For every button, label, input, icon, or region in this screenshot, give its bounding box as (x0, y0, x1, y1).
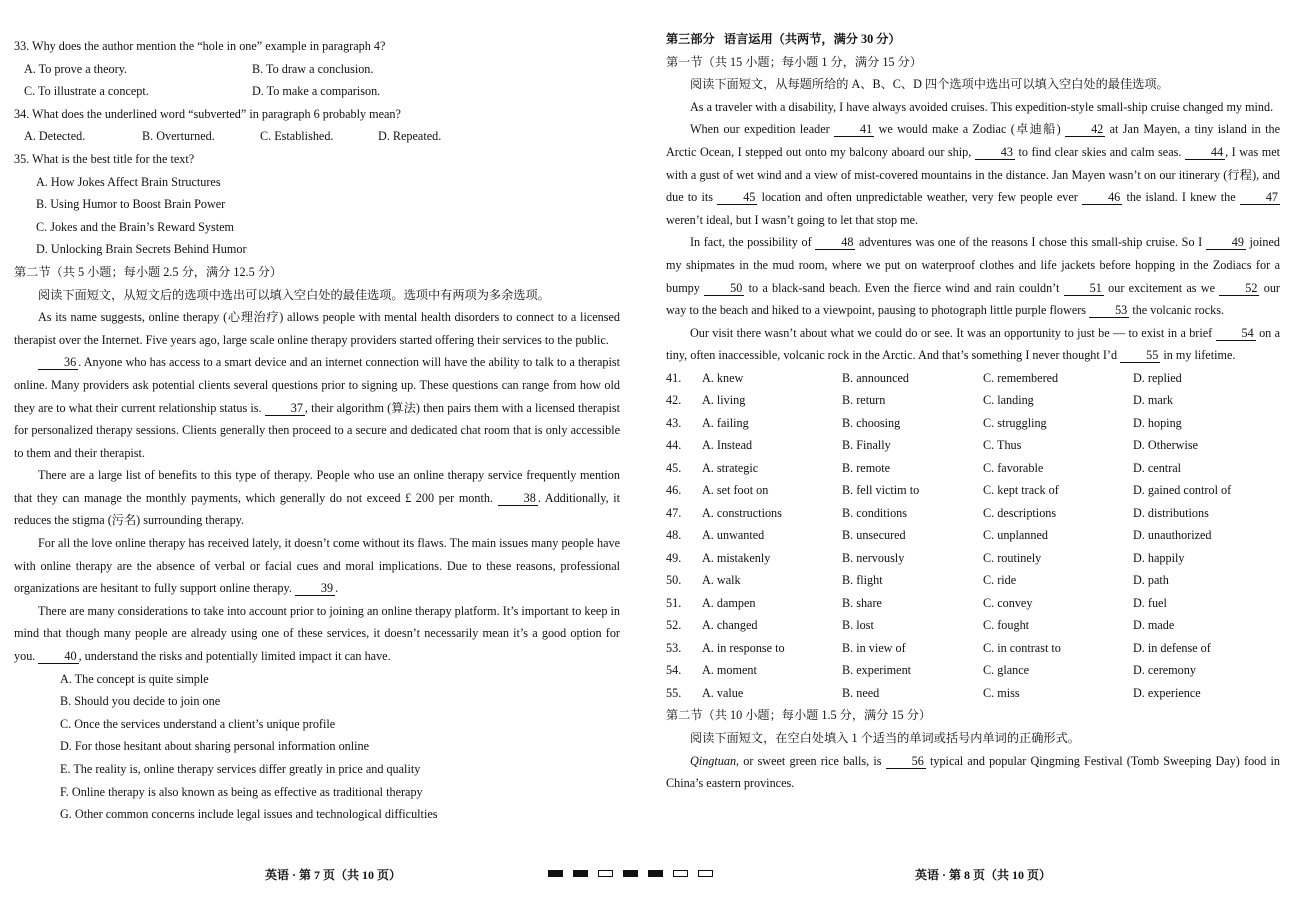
blank-43: 43 (975, 145, 1015, 160)
option-item: A. The concept is quite simple (60, 671, 209, 686)
blank-45: 45 (717, 190, 757, 205)
option-d: D. hoping (1133, 415, 1182, 430)
q33-option-b: B. To draw a conclusion. (252, 61, 374, 76)
right-page (666, 0, 1280, 870)
option-a: A. set foot on (702, 483, 769, 498)
left-page-footer: 英语 · 第 7 页（共 10 页） (265, 868, 402, 882)
passage-text: , I was met with a gust of wet wind and a view of mist-covered mountains in the distance. Jan Mayen wasn’t on our itinerary (行程), and due to its (666, 144, 1280, 205)
option-a: A. in response to (702, 640, 785, 655)
option-d: D. unauthorized (1133, 528, 1212, 543)
filled-mark-icon (573, 870, 588, 877)
option-c: C. miss (983, 685, 1020, 700)
blank-51: 51 (1064, 281, 1104, 296)
question-number: 48. (666, 528, 682, 543)
option-b: B. experiment (842, 663, 912, 678)
part3-subtitle: 语言运用（共两节，满分 30 分） (723, 32, 901, 46)
cloze-option-row (666, 367, 1280, 390)
option-b: B. in view of (842, 640, 906, 655)
q34-option-b: B. Overturned. (142, 129, 215, 144)
passage-text: we would make a Zodiac (卓迪船) (874, 122, 1066, 137)
option-b: B. lost (842, 618, 874, 633)
empty-mark-icon (698, 870, 713, 877)
passage-paragraph-1: As its name suggests, online therapy (心理治疗) allows people with mental health disorders to connect to a licensed therapist over the Internet. Five years ago, large scale online therapy providers started offering their services to the public. (14, 310, 620, 347)
option-b: B. announced (842, 370, 910, 385)
q34-option-d: D. Repeated. (378, 129, 442, 144)
option-b: B. unsecured (842, 528, 906, 543)
option-d: D. experience (1133, 685, 1201, 700)
cloze-paragraph-1: As a traveler with a disability, I have always avoided cruises. This expedition-style small-ship cruise changed my mind. (690, 99, 1274, 114)
blank-36: 36 (38, 355, 78, 370)
blank-54: 54 (1216, 326, 1256, 341)
option-b: B. nervously (842, 550, 905, 565)
option-d: D. mark (1133, 393, 1173, 408)
option-b: B. return (842, 393, 886, 408)
option-d: D. central (1133, 460, 1182, 475)
empty-mark-icon (673, 870, 688, 877)
cloze-option-row (666, 502, 1280, 525)
option-item: F. Online therapy is also known as being as effective as traditional therapy (60, 784, 423, 799)
option-b: B. remote (842, 460, 891, 475)
option-a: A. mistakenly (702, 550, 771, 565)
blank-50: 50 (704, 281, 744, 296)
section2-instruction: 阅读下面短文，从短文后的选项中选出可以填入空白处的最佳选项。选项中有两项为多余选项。 (38, 287, 550, 302)
option-c: C. glance (983, 663, 1030, 678)
blank-53: 53 (1089, 303, 1129, 318)
question-number: 54. (666, 663, 682, 678)
question-number: 51. (666, 595, 682, 610)
option-d: D. gained control of (1133, 483, 1232, 498)
option-item: B. Should you decide to join one (60, 694, 221, 709)
cloze-paragraph-4 (666, 322, 1280, 367)
passage-text: to find clear skies and calm seas. (1014, 144, 1185, 159)
blank-39: 39 (295, 581, 335, 596)
blank-52: 52 (1219, 281, 1259, 296)
passage-paragraph-5: There are many considerations to take into account prior to joining an online therapy platform. It’s important to keep in mind that though many people are already using one of these services, it doesn’t necessarily mean it’s a good option for you. 40 , understand the risks and potentially limited impact it can have. (14, 603, 620, 664)
question-number: 50. (666, 573, 682, 588)
passage-text: to a black-sand beach. Even the fierce wind and rain couldn’t (744, 280, 1064, 295)
option-item: D. For those hesitant about sharing personal information online (60, 739, 370, 754)
option-a: A. changed (702, 618, 758, 633)
cloze-option-row (666, 434, 1280, 457)
cloze-option-row (666, 524, 1280, 547)
blank-42: 42 (1065, 122, 1105, 137)
page-marks (548, 870, 713, 877)
question-number: 41. (666, 370, 682, 385)
question-number: 52. (666, 618, 682, 633)
option-d: D. in defense of (1133, 640, 1211, 655)
q34-option-c: C. Established. (260, 129, 334, 144)
cloze-option-row (666, 569, 1280, 592)
option-b: B. need (842, 685, 880, 700)
blank-41: 41 (834, 122, 874, 137)
blank-38: 38 (498, 491, 538, 506)
option-c: C. convey (983, 595, 1033, 610)
option-a: A. dampen (702, 595, 756, 610)
passage-text: In fact, the possibility of (690, 235, 816, 250)
cloze-option-row (666, 479, 1280, 502)
question-number: 42. (666, 393, 682, 408)
question-number: 47. (666, 505, 682, 520)
option-a: A. Instead (702, 438, 753, 453)
cloze-option-row (666, 637, 1280, 660)
question-number: 43. (666, 415, 682, 430)
option-a: A. value (702, 685, 744, 700)
section2-header-right: 第二节（共 10 小题；每小题 1.5 分，满分 15 分） (666, 708, 932, 723)
option-c: C. landing (983, 393, 1034, 408)
option-c: C. kept track of (983, 483, 1059, 498)
qingtuan-word: Qingtuan (690, 753, 737, 768)
passage-text: the volcanic rocks. (1129, 303, 1225, 318)
option-b: B. flight (842, 573, 883, 588)
q33-option-a: A. To prove a theory. (24, 61, 128, 76)
q33-option-d: D. To make a comparison. (252, 84, 381, 99)
cloze-options-table (666, 367, 1280, 705)
passage-paragraph-2: 36 . Anyone who has access to a smart device and an internet connection will have the ability to talk to a therapist online. Many providers ask potential clients several questions prior to signing up. These questions can range from how old they are to what their current relationship status is. 37 , their algorithm (算法) then pairs them with a licensed therapist for personalized therapy sessions. Clients generally then proceed to a secure and dedicated chat room that is only accessible to them and their therapist. (14, 355, 620, 460)
left-page (14, 0, 620, 870)
option-b: B. fell victim to (842, 483, 920, 498)
option-c: C. remembered (983, 370, 1059, 385)
section1-header: 第一节（共 15 小题；每小题 1 分，满分 15 分） (666, 54, 922, 69)
passage-text: at Jan Mayen, a tiny island in the Arctic Ocean, I stepped out onto my balcony aboard our ship, (666, 122, 1280, 159)
section2-header: 第二节（共 5 小题；每小题 2.5 分，满分 12.5 分） (14, 264, 283, 279)
seven-choice-options (14, 668, 620, 826)
passage-text: our excitement as we (1103, 280, 1220, 295)
cloze-paragraph-2 (666, 118, 1280, 231)
option-b: B. choosing (842, 415, 901, 430)
q35-stem: 35. What is the best title for the text? (14, 151, 195, 166)
option-a: A. moment (702, 663, 757, 678)
option-b: B. Finally (842, 438, 891, 453)
option-a: A. strategic (702, 460, 759, 475)
option-d: D. ceremony (1133, 663, 1196, 678)
option-c: C. routinely (983, 550, 1042, 565)
passage-text: in my lifetime. (1160, 348, 1236, 363)
blank-37: 37 (265, 401, 305, 416)
option-d: D. made (1133, 618, 1175, 633)
passage-text: location and often unpredictable weather, very few people ever (757, 190, 1083, 205)
part3-heading (666, 28, 1280, 51)
option-c: C. in contrast to (983, 640, 1061, 655)
passage-text: our way to the beach and hiked to a viewpoint, pausing to photograph little purple flowers (666, 280, 1280, 318)
option-a: A. walk (702, 573, 741, 588)
q34-option-a: A. Detected. (24, 129, 86, 144)
passage-text: on a tiny, often inaccessible, volcanic rock in the Arctic. And that’s something I never thought I’d (666, 325, 1280, 363)
cloze-option-row (666, 592, 1280, 615)
q35-option-a: A. How Jokes Affect Brain Structures (36, 174, 221, 189)
option-d: D. replied (1133, 370, 1182, 385)
question-number: 49. (666, 550, 682, 565)
right-page-footer: 英语 · 第 8 页（共 10 页） (915, 868, 1052, 882)
q33-options-row2 (14, 80, 620, 103)
cloze-option-row (666, 457, 1280, 480)
blank-40: 40 (38, 649, 78, 664)
section1-instruction: 阅读下面短文，从每题所给的 A、B、C、D 四个选项中选出可以填入空白处的最佳选项。 (690, 77, 1169, 92)
question-number: 44. (666, 438, 682, 453)
option-c: C. struggling (983, 415, 1047, 430)
option-c: C. Thus (983, 438, 1022, 453)
blank-46: 46 (1082, 190, 1122, 205)
blank-56: 56 (886, 754, 926, 769)
question-number: 53. (666, 640, 682, 655)
option-c: C. fought (983, 618, 1030, 633)
cloze-paragraph-3 (666, 231, 1280, 321)
blank-49: 49 (1206, 235, 1246, 250)
q35-option-b: B. Using Humor to Boost Brain Power (36, 197, 226, 212)
filled-mark-icon (548, 870, 563, 877)
blank-47: 47 (1240, 190, 1280, 205)
option-a: A. unwanted (702, 528, 765, 543)
cloze-option-row (666, 614, 1280, 637)
empty-mark-icon (598, 870, 613, 877)
option-b: B. share (842, 595, 882, 610)
option-a: A. knew (702, 370, 744, 385)
option-d: D. fuel (1133, 595, 1167, 610)
passage-paragraph-4: For all the love online therapy has received lately, it doesn’t come without its flaws. The main issues many people have with online therapy are the absence of verbal or facial cues and moral implications. Due to these reasons, professional organizations are hesitant to fully support online therapy. 39 . (14, 536, 620, 596)
cloze-option-row (666, 412, 1280, 435)
option-c: C. favorable (983, 460, 1044, 475)
cloze-option-row (666, 659, 1280, 682)
passage-paragraph-3: There are a large list of benefits to this type of therapy. People who use an online therapy service frequently mention that they can manage the monthly payments, which generally do not exceed £ 200 per month. 38 . Additionally, it reduces the stigma (污名) surrounding therapy. (14, 468, 621, 528)
section2-instruction-right: 阅读下面短文，在空白处填入 1 个适当的单词或括号内单词的正确形式。 (690, 731, 1080, 745)
q34-stem: 34. What does the underlined word “subverted” in paragraph 6 probably mean? (14, 106, 401, 121)
blank-44: 44 (1185, 145, 1225, 160)
blank-48: 48 (815, 235, 855, 250)
passage-text: joined my shipmates in the mud room, where we put on waterproof clothes and life jackets before hopping in the Zodiacs for a bumpy (666, 235, 1280, 295)
part3-title: 第三部分 (666, 32, 715, 46)
option-item: G. Other common concerns include legal issues and technological difficulties (60, 807, 438, 822)
passage-text: When our expedition leader (690, 122, 835, 137)
option-c: C. unplanned (983, 528, 1048, 543)
blank-55: 55 (1120, 348, 1160, 363)
option-c: C. ride (983, 573, 1017, 588)
option-c: C. descriptions (983, 505, 1057, 520)
filled-mark-icon (623, 870, 638, 877)
question-number: 55. (666, 685, 682, 700)
option-b: B. conditions (842, 505, 908, 520)
passage-text: the island. I knew the (1122, 190, 1240, 205)
q33-option-c: C. To illustrate a concept. (24, 84, 149, 99)
passage-text: weren’t ideal, but I wasn’t going to let that stop me. (666, 212, 919, 227)
passage-text: adventures was one of the reasons I chose this small-ship cruise. So I (855, 235, 1206, 250)
option-d: D. path (1133, 573, 1169, 588)
q35-option-c: C. Jokes and the Brain’s Reward System (36, 219, 235, 234)
filled-mark-icon (648, 870, 663, 877)
option-item: C. Once the services understand a client’s unique profile (60, 716, 336, 731)
cloze-option-row (666, 682, 1280, 705)
option-item: E. The reality is, online therapy services differ greatly in price and quality (60, 762, 421, 776)
cloze-option-row (666, 547, 1280, 570)
option-d: D. Otherwise (1133, 438, 1198, 453)
option-d: D. happily (1133, 550, 1185, 565)
option-a: A. constructions (702, 505, 782, 520)
grammar-paragraph: Qingtuan, or sweet green rice balls, is 56 typical and popular Qingming Festival (Tomb Sweeping Day) food in China’s eastern provinces. (666, 753, 1280, 791)
question-number: 46. (666, 483, 682, 498)
option-d: D. distributions (1133, 505, 1209, 520)
q35-option-d: D. Unlocking Brain Secrets Behind Humor (36, 242, 247, 257)
q34-options (14, 125, 620, 148)
cloze-option-row (666, 389, 1280, 412)
q33-stem: 33. Why does the author mention the “hole in one” example in paragraph 4? (14, 39, 386, 53)
q33-options-row1 (14, 58, 620, 81)
passage-text: Our visit there wasn’t about what we could do or see. It was an opportunity to just be — to exist in a brief (690, 325, 1216, 340)
option-a: A. living (702, 393, 746, 408)
option-a: A. failing (702, 415, 749, 430)
question-number: 45. (666, 460, 682, 475)
